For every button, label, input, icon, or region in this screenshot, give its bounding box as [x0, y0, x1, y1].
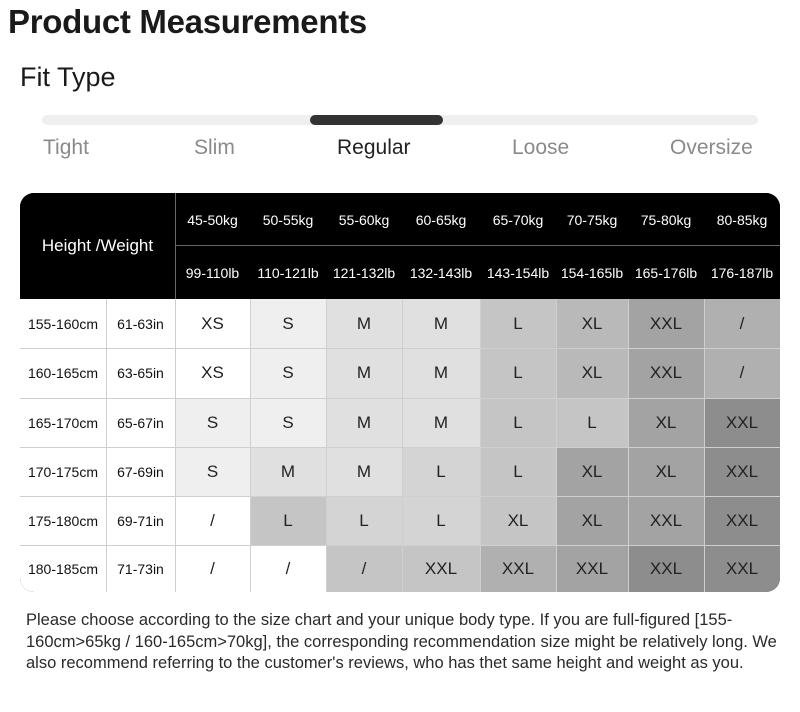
weight-kg-header: 65-70kg	[480, 193, 556, 246]
size-cell: XS	[175, 299, 250, 348]
fit-option-oversize[interactable]: Oversize	[670, 136, 753, 159]
size-cell: XL	[628, 447, 704, 496]
size-cell: L	[480, 398, 556, 447]
weight-lb-header: 121-132lb	[326, 246, 402, 299]
header-divider	[175, 245, 780, 246]
grid-line	[175, 299, 176, 592]
weight-lb-header: 176-187lb	[704, 246, 780, 299]
size-guidance-note: Please choose according to the size chart and your unique body type. If you are full-figured [155-160cm>65kg / 160-165cm>70kg], the corresponding recommendation size might be relatively long. We also recommend referring to the customer's reviews, who has thet same height and weight as you.	[26, 611, 777, 672]
grid-line	[20, 545, 780, 546]
size-cell: S	[250, 348, 326, 398]
size-cell: M	[402, 299, 480, 348]
height-in-label: 65-67in	[106, 398, 175, 447]
size-cell: XL	[556, 447, 628, 496]
height-cm-label: 180-185cm	[20, 545, 106, 592]
height-cm-label: 170-175cm	[20, 447, 106, 496]
size-cell: /	[175, 545, 250, 592]
grid-line	[628, 299, 629, 592]
weight-kg-header: 75-80kg	[628, 193, 704, 246]
size-cell: XXL	[628, 496, 704, 545]
size-cell: XXL	[556, 545, 628, 592]
grid-line	[20, 447, 780, 448]
size-cell: L	[480, 348, 556, 398]
size-cell: XXL	[628, 299, 704, 348]
weight-kg-header: 55-60kg	[326, 193, 402, 246]
size-cell: XXL	[704, 398, 780, 447]
size-cell: L	[250, 496, 326, 545]
size-cell: L	[480, 447, 556, 496]
grid-line	[480, 299, 481, 592]
size-cell: S	[175, 398, 250, 447]
size-cell: XXL	[628, 348, 704, 398]
grid-line	[250, 299, 251, 592]
height-in-label: 71-73in	[106, 545, 175, 592]
height-cm-label: 165-170cm	[20, 398, 106, 447]
size-cell: S	[175, 447, 250, 496]
size-cell: L	[326, 496, 402, 545]
fit-option-slim[interactable]: Slim	[194, 136, 235, 159]
size-cell: XXL	[704, 545, 780, 592]
size-cell: /	[175, 496, 250, 545]
size-cell: S	[250, 398, 326, 447]
size-cell: M	[326, 447, 402, 496]
weight-kg-header: 60-65kg	[402, 193, 480, 246]
grid-line	[556, 299, 557, 592]
size-cell: XS	[175, 348, 250, 398]
size-cell: /	[250, 545, 326, 592]
size-cell: XXL	[402, 545, 480, 592]
size-cell: /	[326, 545, 402, 592]
size-cell: /	[704, 348, 780, 398]
size-cell: XXL	[628, 545, 704, 592]
grid-line	[20, 398, 780, 399]
size-cell: XL	[556, 496, 628, 545]
weight-kg-header: 70-75kg	[556, 193, 628, 246]
height-cm-label: 155-160cm	[20, 299, 106, 348]
size-cell: XL	[556, 348, 628, 398]
weight-lb-header: 110-121lb	[250, 246, 326, 299]
table-corner-label: Height /Weight	[20, 193, 175, 299]
size-cell: M	[402, 348, 480, 398]
height-in-label: 61-63in	[106, 299, 175, 348]
grid-line	[704, 299, 705, 592]
page-title: Product Measurements	[8, 3, 367, 40]
weight-kg-header: 45-50kg	[175, 193, 250, 246]
fit-option-tight[interactable]: Tight	[43, 136, 89, 159]
weight-lb-header: 143-154lb	[480, 246, 556, 299]
height-in-label: 69-71in	[106, 496, 175, 545]
size-cell: XXL	[704, 496, 780, 545]
height-in-label: 67-69in	[106, 447, 175, 496]
size-cell: L	[402, 496, 480, 545]
fit-type-slider[interactable]	[42, 115, 758, 125]
grid-line	[402, 299, 403, 592]
size-cell: XL	[556, 299, 628, 348]
grid-line	[106, 299, 107, 592]
height-cm-label: 160-165cm	[20, 348, 106, 398]
weight-kg-header: 50-55kg	[250, 193, 326, 246]
size-cell: M	[326, 299, 402, 348]
size-cell: L	[556, 398, 628, 447]
size-cell: L	[402, 447, 480, 496]
fit-option-regular[interactable]: Regular	[337, 136, 411, 159]
weight-lb-header: 132-143lb	[402, 246, 480, 299]
size-cell: M	[326, 398, 402, 447]
size-cell: M	[250, 447, 326, 496]
size-cell: M	[402, 398, 480, 447]
grid-line	[20, 496, 780, 497]
size-cell: XL	[628, 398, 704, 447]
fit-type-heading: Fit Type	[20, 62, 116, 92]
size-cell: XL	[480, 496, 556, 545]
size-cell: /	[704, 299, 780, 348]
height-in-label: 63-65in	[106, 348, 175, 398]
fit-option-loose[interactable]: Loose	[512, 136, 570, 159]
grid-line	[326, 299, 327, 592]
size-cell: L	[480, 299, 556, 348]
size-chart-table	[20, 193, 780, 592]
fit-type-indicator[interactable]	[310, 115, 443, 125]
height-cm-label: 175-180cm	[20, 496, 106, 545]
size-cell: XXL	[704, 447, 780, 496]
grid-line	[20, 348, 780, 349]
weight-lb-header: 165-176lb	[628, 246, 704, 299]
header-divider	[175, 193, 176, 299]
size-cell: S	[250, 299, 326, 348]
weight-kg-header: 80-85kg	[704, 193, 780, 246]
weight-lb-header: 99-110lb	[175, 246, 250, 299]
size-cell: XXL	[480, 545, 556, 592]
size-cell: M	[326, 348, 402, 398]
weight-lb-header: 154-165lb	[556, 246, 628, 299]
